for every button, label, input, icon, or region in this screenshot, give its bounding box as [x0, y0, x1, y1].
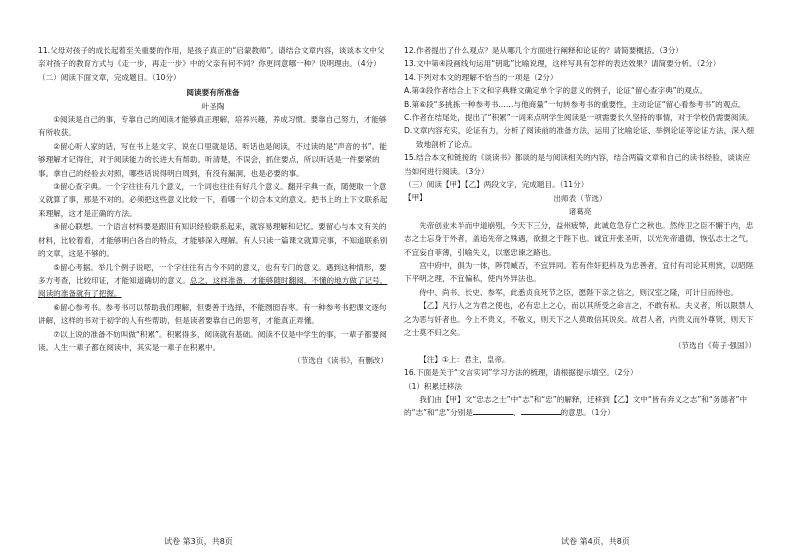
- question-11: 11.父母对孩子的成长起着至关重要的作用，是孩子真正的“启蒙教师”。请结合文章内容，谈谈本文中父亲对孩子的教育方式与《走一步，再走一步》中的父亲有何不同？你更同意哪一种？说明理由。（4分）: [38, 46, 385, 69]
- paragraph-1: ①阅读是自己的事，专靠自己的阅读才能够真正理解，培养兴趣，养成习惯。要靠自己努力，才能够有所收获。: [38, 115, 387, 138]
- article-title: 阅读要有所准备: [186, 88, 240, 98]
- paragraph-5: [38, 261, 388, 301]
- paragraph-3: ③留心查字典。一个字往往有几个意义，一个词也往往有好几个意义。翻开字典一查，随便取一个意义就算了事，那是不对的。必须把这些意义比较一下，看哪一个切合本文的意义。把书上的上下文联系起来理解，这才是正确的方法。: [38, 182, 388, 218]
- jia-author: 诸葛亮: [568, 207, 592, 217]
- article-source: （节选自《读书》，有删改）: [293, 356, 388, 366]
- paragraph-6: ⑥留心参考书。参考书可以帮助我们理解，但要善于选择，不能囫囵吞枣。有一种参考书把课文逐句讲解，这样的书对于初学的人有些帮助，但是读者要靠自己的思考，才能真正弄懂。: [38, 302, 387, 326]
- answer-blank-2[interactable]: [521, 414, 561, 415]
- option-b: B.第⑥段“多挑拣一种参考书……与他商量”一句转参考书的重要性，主动论证“留心看参考书”的观点。: [404, 99, 746, 109]
- jia-paragraph-3: 侍中、尚书、长史、参军，此悉贞良死节之臣，愿陛下亲之信之，则汉室之隆，可计日而待也。: [419, 287, 739, 297]
- right-column: [404, 44, 756, 420]
- question-12: 12.作者提出了什么观点？是从哪几个方面进行阐释和论证的？请简要概括。（3分）: [404, 46, 683, 55]
- yi-source: （节选自《荀子·强国》）: [673, 341, 756, 351]
- question-16-part-1: （1）积累迁移法: [404, 381, 462, 391]
- question-16-text-b: 的意思。（1分）: [560, 408, 615, 418]
- yi-paragraph: 【乙】凡行人之为君之使也，必有忠上之心，而以其所受之命言之，不敢有私。夫义者，所以限禁人之为恶与奸者也。今上不贵义，不敬义，则天下之人莫敢信其说矣。故君人者，内贵义而外尊贤，则天下之士莫不归之矣。: [404, 301, 754, 337]
- question-15: 15.结合本文和链接的《谈读书》都谈的是与阅读相关的内容，结合两篇文章和自己的读书经验，谈谈应当如何进行阅读。（3分）: [404, 153, 751, 176]
- option-d: D.文章内容充实，论证有力，分析了阅读前的准备方法，运用了比喻论证、举例论证等论证方法，深入细致地剖析了论点。: [404, 126, 754, 149]
- jia-paragraph-2: 宫中府中，俱为一体，陟罚臧否，不宜异同。若有作奸犯科及为忠善者，宜付有司论其刑赏，以昭陛下平明之理，不宜偏私，使内外异法也。: [404, 260, 754, 284]
- left-column: [38, 44, 388, 368]
- jia-label: 【甲】: [404, 193, 427, 203]
- option-a: A.第③段作者结合上下文和字典释文确定单个字的意义的例子，论证“留心查字典”的观点。: [404, 86, 708, 96]
- footer-right: 试卷 第4页，共8页: [561, 537, 630, 546]
- paragraph-7: ⑦以上说的准备不妨叫做“积累”。积累得多，阅读就有基础。阅读不仅是中学生的事，一辈子都要阅读。人生一辈子都在阅读中，其实是一辈子在积累中。: [38, 329, 387, 352]
- paragraph-5-text: ⑤留心考据。举几个例子说吧，一个字往往有古今不同的意义，也有专门的意义。遇到这种情形，要多方考查，比较印证，才能知道确切的意义。: [38, 262, 387, 285]
- underlined-sentence: 总之，这样准备，才能够随时翻阅，不懂的地方做了记号，阅读的准备就有了把握。: [38, 275, 388, 299]
- question-14: 14.下列对本文的理解不恰当的一项是（2分）: [404, 72, 558, 82]
- paragraph-4: ④留心联想。一个语言材料要是跟旧有知识经验联系起来，就容易理解和记忆。要留心与本文有关的材料，比较着看，才能够明白各自的特点，才能够深入理解。有人只读一篇课文就算完事，不知道联系别的文章，这是不够的。: [38, 222, 388, 259]
- option-c: C.作者在结尾处，提出了“积累”一词来点明学生阅读是一项需要长久坚持的事情，对于学校仍需要阅读。: [404, 113, 754, 123]
- section-heading: （三）阅读【甲】【乙】两段文字，完成题目。（11分）: [404, 180, 589, 190]
- question-16-text-a: 我们由【甲】文“忠志之士”中“志”和“忠”的解释，迁移到【乙】文中“皆有奔义之志”和“务德者”中的“志”和“忠”分别是: [404, 394, 748, 418]
- paragraph-2: ②留心听人家的话，写在书上是文字，说在口里就是话。听话也是阅读，不过读的是“声音的书”。能够理解才记得住，对于阅读能力的长进大有帮助。听清楚，不误会，抓住要点，所以听话是一件要紧的事。拿自己的经验去对照，哪些话说得明白周到，有没有漏洞，也是必要的事。: [38, 141, 387, 178]
- article-author: 叶圣陶: [201, 101, 225, 111]
- jia-paragraph-1: 先帝创业未半而中道崩殂，今天下三分，益州疲弊，此诚危急存亡之秋也。然侍卫之臣不懈于内，忠志之士忘身于外者，盖追先帝之殊遇，欲报之于陛下也。诚宜开张圣听，以光先帝遗德，恢弘志士之气，不宜妄自菲薄，引喻失义，以塞忠谏之路也。: [404, 220, 754, 257]
- jia-title: 出师表（节选）: [553, 193, 607, 203]
- page-footer: [0, 536, 794, 547]
- answer-blank-1[interactable]: [473, 414, 513, 415]
- question-13: 13.文中第④段画线句运用“钥匙”比喻说理，这样写具有怎样的表达效果？请简要分析。（2分）: [404, 59, 721, 69]
- footer-left: 试卷 第3页，共8页: [164, 537, 233, 546]
- section-heading: （二）阅读下面文章，完成题目。（10分）: [38, 72, 181, 82]
- annotation-note: 【注】①上：君主，皇帝。: [419, 354, 510, 364]
- question-16: 16.下面是关于“文言实词”学习方法的梳理，请根据提示填空。（2分）: [404, 368, 638, 378]
- question-16-text: 我们由【甲】文“忠志之士”中“志”和“忠”的解释，迁移到【乙】文中“皆有奔义之志”和“务德者”中的“志”和“忠”分别是 、 的意思。（1分）: [404, 394, 748, 418]
